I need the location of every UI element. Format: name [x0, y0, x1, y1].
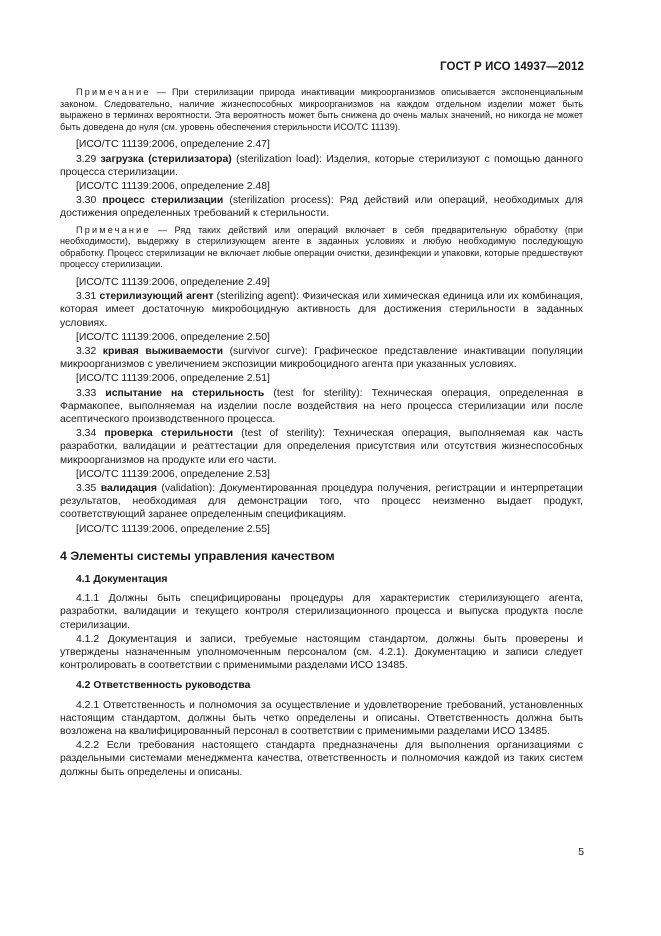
- definition-3-35: [60, 482, 583, 522]
- reference-line: [ИСО/ТС 11139:2006, определение 2.49]: [76, 276, 270, 288]
- definition-term: валидация: [100, 483, 157, 495]
- paragraph-4-2-2: 4.2.2 Если требования настоящего стандарта предназначены для выполнения организациями с раздельными системами менеджмента качества, ответственность и полномочия каждой из таких систем должны быть определены и описаны.: [60, 740, 583, 778]
- note-label: Примечание: [76, 224, 151, 235]
- note-text: — Ряд таких действий или операций включает в себя предварительную обработку (при необходимости), выдержку в стерилизующем агенте в заданных условиях и любую необходимую последующую обработку. Процесс стерилизации не включает любые операции очистки, дезинфекции и упаковки, которые предшествуют процессу стерилизации.: [60, 224, 583, 270]
- reference-line: [ИСО/ТС 11139:2006, определение 2.55]: [76, 523, 270, 535]
- section-heading: 4 Элементы системы управления качеством: [60, 548, 335, 563]
- reference-line: [ИСО/ТС 11139:2006, определение 2.50]: [76, 331, 270, 343]
- definition-3-34: [60, 427, 583, 467]
- definition-number: 3.32: [76, 345, 103, 357]
- definition-number: 3.33: [76, 387, 106, 399]
- definition-text: (validation): Документированная процедура получения, регистрации и интерпретации результатов, необходимая для демонстрации того, что процесс неизменно выдает продукт, соответствующий заранее определенным спецификациям.: [60, 483, 583, 521]
- definition-number: 3.30: [76, 195, 103, 207]
- reference-line: [ИСО/ТС 11139:2006, определение 2.47]: [76, 139, 270, 151]
- definition-term: процесс стерилизации: [102, 195, 224, 207]
- definition-term: проверка стерильности: [104, 428, 233, 440]
- definition-3-30: [60, 194, 583, 220]
- definition-3-32: [60, 345, 583, 371]
- reference-line: [ИСО/ТС 11139:2006, определение 2.48]: [76, 180, 270, 192]
- paragraph-4-1-2: 4.1.2 Документация и записи, требуемые настоящим стандартом, должны быть проверены и утверждены назначенным уполномоченным персоналом (см. 4.2.1). Документацию и записи следует контролировать в соответствии с применимыми разделами ИСО 13485.: [60, 633, 583, 672]
- note-paragraph: [60, 225, 583, 271]
- definition-number: 3.35: [76, 483, 101, 495]
- definition-3-31: [60, 290, 583, 330]
- note-text: — При стерилизации природа инактивации микроорганизмов описывается экспоненциальным законом. Следовательно, наличие жизнеспособных микроорганизмов на каждом отдельном изделии может быть выражено в терминах вероятности. Эта вероятность может быть снижена до очень малых значений, но никогда не может быть доведена до нуля (см. уровень обеспечения стерильности ИСО/ТС 11139).: [60, 87, 583, 132]
- definition-term: кривая выживаемости: [102, 345, 224, 357]
- page-content: [60, 83, 583, 779]
- definition-term: испытание на стерильность: [105, 387, 265, 399]
- definition-3-33: [60, 387, 583, 427]
- definition-text: (sterilization process): Ряд действий или операций, необходимых для достижения определенных требований к стерильности.: [60, 195, 583, 220]
- definition-number: 3.34: [76, 428, 105, 440]
- definition-text: (sterilization load): Изделия, которые стерилизуют с помощью данного процесса стерилизации.: [60, 153, 583, 178]
- reference-line: [ИСО/ТС 11139:2006, определение 2.51]: [76, 373, 270, 385]
- definition-term: стерилизующий агент: [99, 291, 214, 303]
- definition-number: 3.31: [76, 291, 100, 303]
- definition-text: (test of sterility): Техническая операция, выполняемая как часть разработки, валидации и реаттестации для определения присутствия или отсутствия жизнеспособных микроорганизмов на продукте или его части.: [60, 428, 583, 466]
- subsection-heading: 4.1 Документация: [76, 574, 168, 586]
- definition-text: (sterilizing agent): Физическая или химическая единица или их комбинация, которая имеет достаточную микробоцидную активность для достижения стерильности в заданных условиях.: [60, 291, 583, 329]
- page-number: 5: [578, 847, 584, 858]
- definition-text: (survivor curve): Графическое представление инактивации популяции микроорганизмов с увеличением экспозиции микробоцидного агента при указанных условиях.: [60, 345, 583, 371]
- note-label: Примечание: [76, 87, 151, 97]
- definition-3-29: [60, 153, 583, 179]
- definition-text: (test for sterility): Техническая операция, определенная в Фармакопее, выполняемая на изделии после воздействия на него процесса стерилизации или после асептического производственного процесса.: [60, 387, 583, 425]
- paragraph-4-1-1: 4.1.1 Должны быть специфицированы процедуры для характеристик стерилизующего агента, разработки, валидации и текущего контроля стерилизационного процесса и выпуска продукта после стерилизации.: [60, 593, 583, 631]
- document-header: ГОСТ Р ИСО 14937—2012: [439, 61, 584, 73]
- subsection-heading: 4.2 Ответственность руководства: [76, 680, 251, 692]
- note-paragraph: [60, 87, 583, 133]
- paragraph-4-2-1: 4.2.1 Ответственность и полномочия за осуществление и удовлетворение требований, установленных настоящим стандартом, должны быть четко определены и описаны. Ответственность должна быть возложена на квалифицированный персонал в соответствии с применимыми разделами ИСО 13485.: [60, 699, 583, 738]
- reference-line: [ИСО/ТС 11139:2006, определение 2.53]: [76, 468, 270, 480]
- definition-term: загрузка (стерилизатора): [100, 153, 232, 165]
- definition-number: 3.29: [76, 153, 101, 165]
